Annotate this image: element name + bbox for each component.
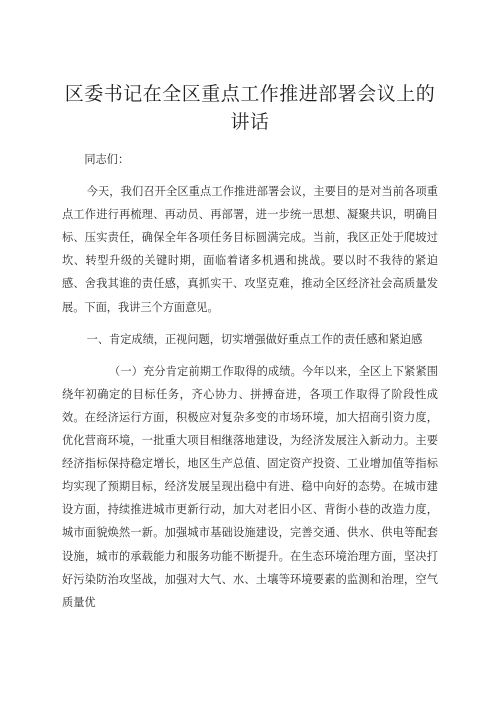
intro-paragraph: 今天，我们召开全区重点工作推进部署会议，主要目的是对当前各项重点工作进行再梳理、再动员、再部署，进一步统一思想、凝聚共识，明确目标、压实责任，确保全年各项任务目标圆满完成。当前，我区正处于爬坡过坎、转型升级的关键时期，面临着诸多机遇和挑战。要以时不我待的紧迫感、舍我其谁的责任感，真抓实干、攻坚克难，推动全区经济社会高质量发展。下面，我讲三个方面意见。 <box>62 185 438 314</box>
salutation: 同志们： <box>84 153 130 166</box>
document-body <box>62 148 438 614</box>
section-heading: 一、肯定成绩，正视问题，切实增强做好重点工作的责任感和紧迫感 <box>86 332 423 346</box>
subsection-paragraph: （一）充分肯定前期工作取得的成绩。今年以来，全区上下紧紧围绕年初确定的目标任务，齐心协力、拼搏奋进，各项工作取得了阶段性成效。在经济运行方面，积极应对复杂多变的市场环境，加大招商引资力度，优化营商环境，一批重大项目相继落地建设，为经济发展注入新动力。主要经济指标保持稳定增长，地区生产总值、固定资产投资、工业增加值等指标均实现了预期目标，经济发展呈现出稳中有进、稳中向好的态势。在城市建设方面，持续推进城市更新行动，加大对老旧小区、背街小巷的改造力度，城市面貌焕然一新。加强城市基础设施建设，完善交通、供水、供电等配套设施，城市的承载能力和服务功能不断提升。在生态环境治理方面，坚决打好污染防治攻坚战，加强对大气、水、土壤等环境要素的监测和治理，空气质量优 <box>62 364 438 609</box>
document-title: 区委书记在全区重点工作推进部署会议上的讲话 <box>64 83 436 133</box>
